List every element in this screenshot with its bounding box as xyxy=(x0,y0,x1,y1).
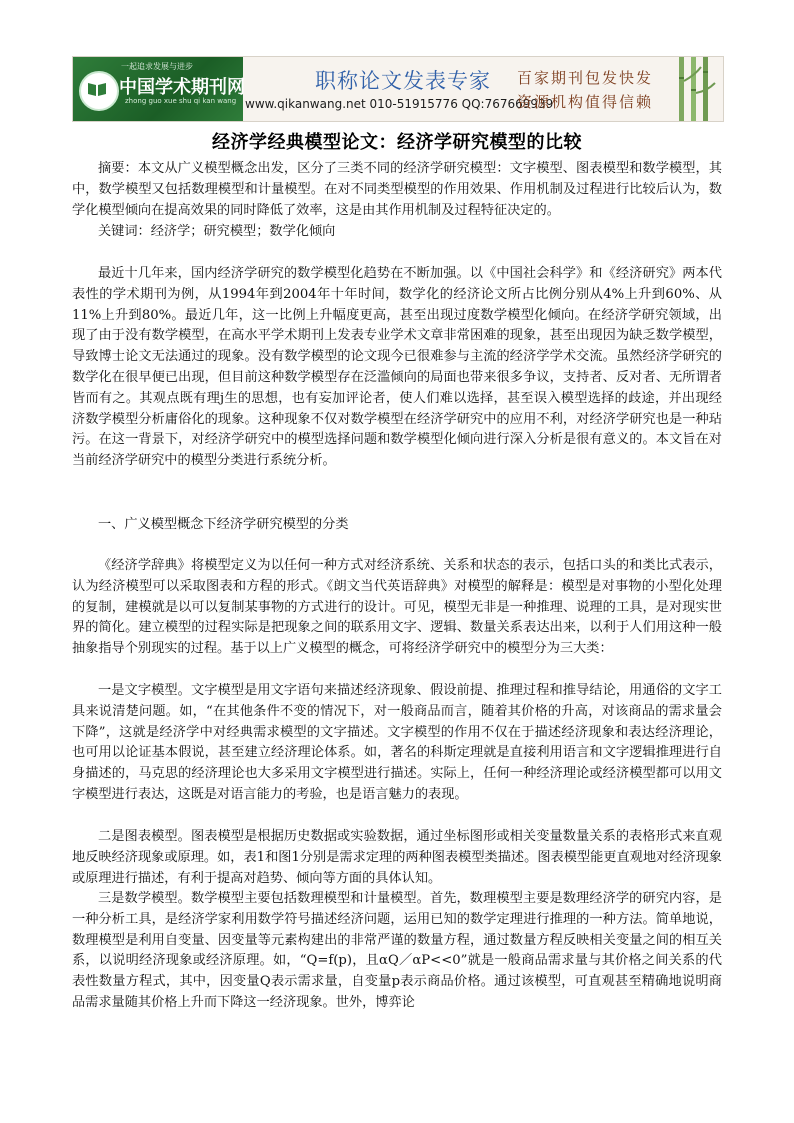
keywords: 关键词：经济学；研究模型；数学化倾向 xyxy=(98,224,336,239)
site-logo[interactable] xyxy=(73,57,243,121)
body-paragraph: 三是数学模型。数学模型主要包括数理模型和计量模型。首先，数理模型主要是数理经济学的研究内容，是一种分析工具，是经济学家利用数学符号描述经济问题，运用已知的数学定理进行推理的一种方法。简单地说，数理模型是利用自变量、因变量等元素构建出的非常严谨的数量方程，通过数量方程反映相关变量之间的相互关系，以说明经济现象或经济原理。如，“Q=f(p)，且αQ／αP<<0”就是一般商品需求量与其价格之间关系的代表性数量方程式，其中，因变量Q表示需求量，自变量p表示商品价格。通过该模型，可直观甚至精确地说明商品需求量随其价格上升而下降这一经济现象。世外，博弈论 xyxy=(72,891,722,1010)
article-title: 经济学经典模型论文：经济学研究模型的比较 xyxy=(212,132,582,153)
header-banner xyxy=(72,56,724,122)
banner-slogan: 职称论文发表专家 xyxy=(315,69,491,93)
body-paragraph: 二是图表模型。图表模型是根据历史数据或实验数据，通过坐标图形或相关变量数量关系的表格形式来直观地反映经济现象或原理。如，表1和图1分别是需求定理的两种图表模型类描述。图表模型能更直观地对经济现象或原理进行描述，有利于提高对趋势、倾向等方面的具体认知。 xyxy=(72,829,722,886)
banner-promo xyxy=(517,57,723,121)
logo-name: 中国学术期刊网 xyxy=(119,77,245,98)
body-paragraph: 《经济学辞典》将模型定义为以任何一种方式对经济系统、关系和状态的表示，包括口头的和类比式表示，认为经济模型可以采取图表和方程的形式。《朗文当代英语辞典》对模型的解释是：模型是对事物的小型化处理的复制，建模就是以可以复制某事物的方式进行的设计。可见，模型无非是一种推理、说理的工具，是对现实世界的简化。建立模型的过程实际是把现象之间的联系用文字、逻辑、数量关系表达出来，以利于人们用这种一般抽象指导个别现实的过程。基于以上广义模型的概念，可将经济学研究中的模型分为三大类： xyxy=(72,558,722,657)
section-heading: 一、广义模型概念下经济学研究模型的分类 xyxy=(98,517,349,532)
book-icon xyxy=(79,71,119,111)
logo-pinyin: zhong guo xue shu qi kan wang xyxy=(125,97,237,105)
intro-paragraph: 最近十几年来，国内经济学研究的数学模型化趋势在不断加强。以《中国社会科学》和《经济研究》两本代表性的学术期刊为例，从1994年到2004年十年时间，数学化的经济论文所占比例分别从4%上升到60%、从11%上升到80%。最近几年，这一比例上升幅度更高，甚至出现过度数学模型化倾向。在经济学研究领域，出现了由于没有数学模型，在高水平学术期刊上发表专业学术文章非常困难的现象，甚至出现因为缺乏数学模型，导致博士论文无法通过的现象。没有数学模型的论文现今已很难参与主流的经济学学术交流。虽然经济学研究的数学化在很早便已出现，但目前这种数学模型存在泛滥倾向的局面也带来很多争议，支持者、反对者、无所谓者皆而有之。其观点既有理j生的思想，也有妄加评论者，使人们难以选择，甚至误入模型选择的歧途，并出现经济数学模型分析庸俗化的现象。这种现象不仅对数学模型在经济学研究中的应用不利，对经济学研究也是一种玷污。在这一背景下，对经济学研究中的模型选择问题和数学模型化倾向进行深入分析是很有意义的。本文旨在对当前经济学研究中的模型分类进行系统分析。 xyxy=(72,266,722,469)
banner-center xyxy=(245,57,554,121)
bamboo-decoration-icon xyxy=(671,57,719,121)
promo-line-2: 资源机构值得信赖 xyxy=(517,93,654,111)
promo-line-1: 百家期刊包发快发 xyxy=(517,69,654,87)
logo-tagline: 一起追求发展与进步 xyxy=(121,62,193,71)
contact-info[interactable]: www.qikanwang.net 010-51915776 QQ:767669939 xyxy=(245,97,554,111)
abstract: 摘要：本文从广义模型概念出发，区分了三类不同的经济学研究模型：文字模型、图表模型和数学模型，其中，数学模型又包括数理模型和计量模型。在对不同类型模型的作用效果、作用机制及过程进行比较后认为，数学化模型倾向在提高效果的同时降低了效率，这是由其作用机制及过程特征决定的。 xyxy=(72,161,722,218)
body-paragraph: 一是文字模型。文字模型是用文字语句来描述经济现象、假设前提、推理过程和推导结论，用通俗的文字工具来说清楚问题。如，“在其他条件不变的情况下，对一般商品而言，随着其价格的升高，对该商品的需求量会下降”，这就是经济学中对经典需求模型的文字描述。文字模型的作用不仅在于描述经济现象和表达经济理论，也可用以论证基本假说，甚至建立经济理论体系。如，著名的科斯定理就是直接利用语言和文字逻辑推理进行自身描述的，马克思的经济理论也大多采用文字模型进行描述。实际上，任何一种经济理论或经济模型都可以用文字模型进行表达，这既是对语言能力的考验，也是语言魅力的表现。 xyxy=(72,683,722,802)
